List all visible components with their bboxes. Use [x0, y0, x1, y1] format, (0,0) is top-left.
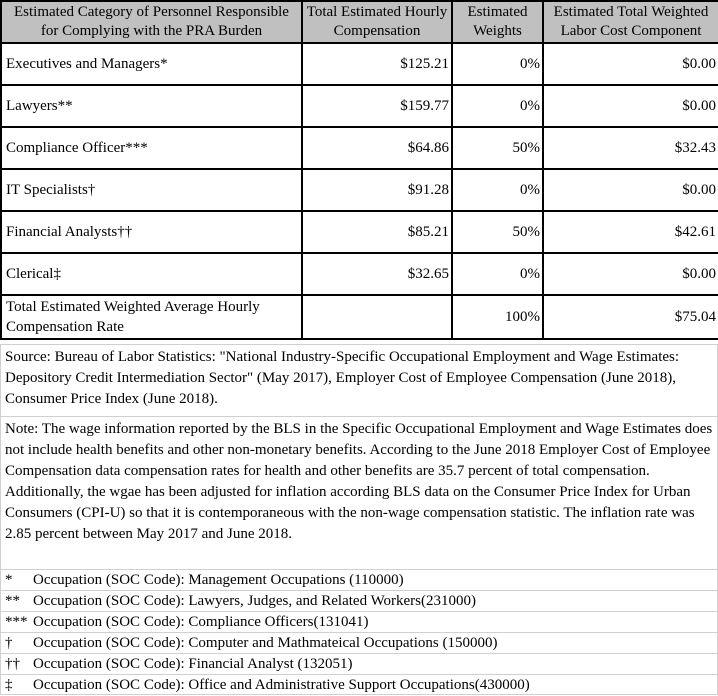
footnote-item: [0, 653, 718, 674]
footnote-item: [0, 632, 718, 653]
cell-hourly: $32.65: [302, 253, 452, 295]
footnote-item: [0, 569, 718, 590]
footnote-text: Occupation (SOC Code): Lawyers, Judges, and Related Workers(231000): [33, 593, 476, 609]
footnote-text: Occupation (SOC Code): Office and Administrative Support Occupations(430000): [33, 677, 530, 693]
cell-category: Lawyers**: [1, 85, 302, 127]
table-row: [1, 169, 718, 211]
header-weighted-cost: Estimated Total Weighted Labor Cost Component: [543, 1, 718, 43]
cell-hourly: $159.77: [302, 85, 452, 127]
labor-cost-table: [0, 0, 718, 340]
table-row: [1, 85, 718, 127]
footnote-text: Occupation (SOC Code): Financial Analyst (132051): [33, 656, 353, 672]
cell-hourly: $64.86: [302, 127, 452, 169]
footnote-mark: **: [5, 593, 20, 609]
cell-weighted: $0.00: [543, 253, 718, 295]
header-hourly-compensation: Total Estimated Hourly Compensation: [302, 1, 452, 43]
footnote-item: [0, 590, 718, 611]
header-category: Estimated Category of Personnel Responsible for Complying with the PRA Burden: [1, 1, 302, 43]
cell-weight: 50%: [452, 127, 543, 169]
total-weighted: $75.04: [543, 295, 718, 339]
cell-weighted: $42.61: [543, 211, 718, 253]
footnote-text: Occupation (SOC Code): Management Occupations (110000): [33, 572, 404, 588]
footnote-mark: †: [5, 635, 13, 651]
cell-category: Compliance Officer***: [1, 127, 302, 169]
total-weight: 100%: [452, 295, 543, 339]
cell-weighted: $0.00: [543, 43, 718, 85]
footnote-text: Occupation (SOC Code): Computer and Mathmateical Occupations (150000): [33, 635, 498, 651]
cell-weight: 0%: [452, 169, 543, 211]
cell-weighted: $0.00: [543, 85, 718, 127]
table-row: [1, 253, 718, 295]
footnote-mark: *: [5, 572, 13, 588]
total-row: [1, 295, 718, 339]
total-label: Total Estimated Weighted Average Hourly Compensation Rate: [1, 295, 302, 339]
cell-weight: 0%: [452, 43, 543, 85]
footnote-item: [0, 611, 718, 632]
cell-category: Financial Analysts††: [1, 211, 302, 253]
cell-weighted: $0.00: [543, 169, 718, 211]
footnote-mark: ***: [5, 614, 28, 630]
cell-weight: 50%: [452, 211, 543, 253]
cell-hourly: $91.28: [302, 169, 452, 211]
source-note: Source: Bureau of Labor Statistics: "National Industry-Specific Occupational Employment and Wage Estimates: Depository Credit Intermediation Sector" (May 2017), Employer Cost of Employee Compensation (June 2018), Consumer Price Index (June 2018).: [0, 344, 718, 416]
table-header-row: [1, 1, 718, 43]
table-row: [1, 211, 718, 253]
methodology-note: Note: The wage information reported by the BLS in the Specific Occupational Employment and Wage Estimates does not include health benefits and other non-monetary benefits. According to the June 2018 Employer Cost of Employee Compensation data compensation rates for health and other benefits are 35.7 percent of total compensation. Additionally, the wgae has been adjusted for inflation according BLS data on the Consumer Price Index for Urban Consumers (CPI-U) so that it is contemporaneous with the non-wage compensation statistic. The inflation rate was 2.85 percent between May 2017 and June 2018.: [0, 416, 718, 569]
footnote-item: [0, 674, 718, 695]
total-hourly: [302, 295, 452, 339]
table-row: [1, 43, 718, 85]
cell-hourly: $125.21: [302, 43, 452, 85]
cell-category: IT Specialists†: [1, 169, 302, 211]
cell-weight: 0%: [452, 85, 543, 127]
cell-weighted: $32.43: [543, 127, 718, 169]
cell-category: Clerical‡: [1, 253, 302, 295]
notes-section: [0, 344, 718, 695]
footnote-mark: ‡: [5, 677, 13, 693]
cell-hourly: $85.21: [302, 211, 452, 253]
cell-weight: 0%: [452, 253, 543, 295]
table-row: [1, 127, 718, 169]
footnote-mark: ††: [5, 656, 20, 672]
footnote-text: Occupation (SOC Code): Compliance Officers(131041): [33, 614, 369, 630]
cell-category: Executives and Managers*: [1, 43, 302, 85]
header-weights: Estimated Weights: [452, 1, 543, 43]
